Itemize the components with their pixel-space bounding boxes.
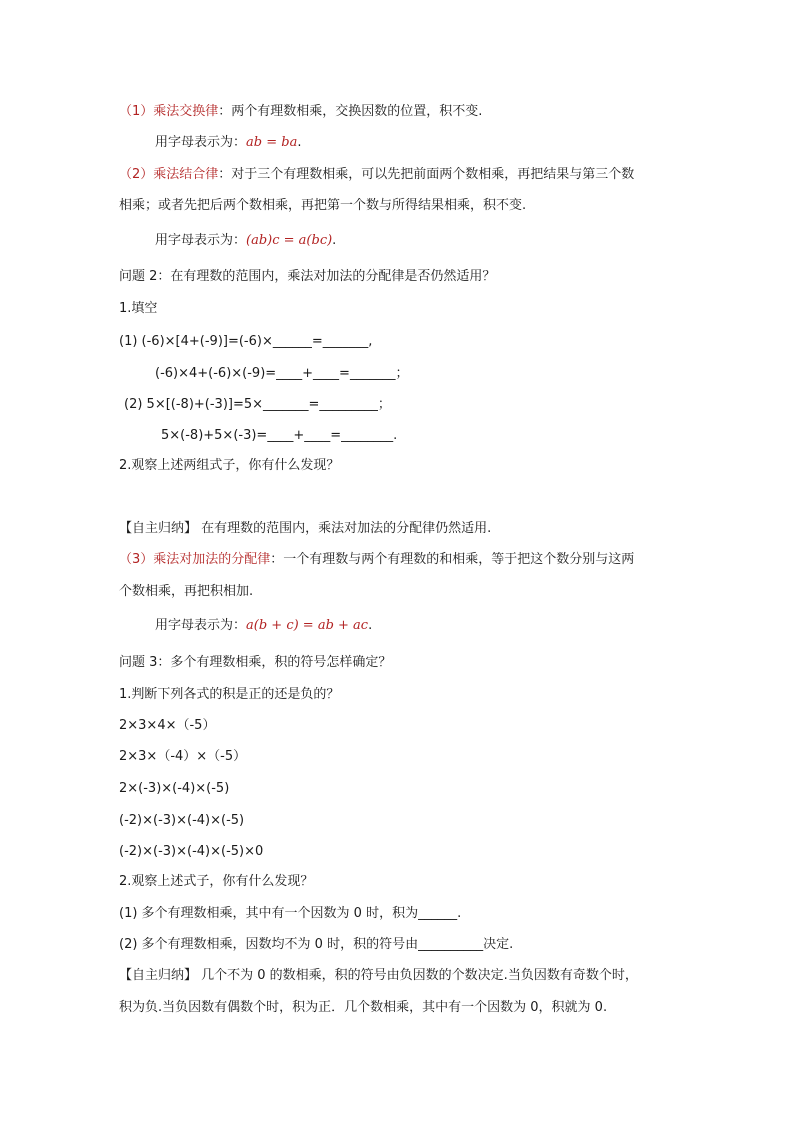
- formula-label: 用字母表示为：: [155, 618, 247, 633]
- formula-distributive: [155, 617, 372, 635]
- judge-heading: 1.判断下列各式的积是正的还是负的？: [119, 687, 340, 702]
- law-term: 乘法对加法的分配律: [153, 552, 271, 567]
- induction-1: [119, 520, 491, 538]
- expression-2: 2×3×（-4）×（-5）: [119, 749, 247, 764]
- law-associative-cont: 相乘；或者先把后两个数相乘，再把第一个数与所得结果相乘，积不变.: [119, 198, 527, 213]
- law-term: 乘法交换律: [153, 104, 219, 119]
- induction-tag: 【自主归纳】: [119, 521, 198, 536]
- fill-heading: 1.填空: [119, 301, 158, 316]
- formula-label: 用字母表示为：: [155, 135, 247, 150]
- formula-end: .: [332, 233, 337, 248]
- fill-line-4: 5×(-8)+5×(-3)=____+____=________.: [161, 428, 398, 443]
- induction-2-cont: 积为负.当负因数有偶数个时，积为正．几个数相乘，其中有一个因数为 0，积就为 0.: [119, 1000, 608, 1015]
- law-prefix: （2）: [119, 167, 154, 182]
- formula-end: .: [297, 135, 302, 150]
- law-distributive-cont: 个数相乘，再把积相加.: [119, 584, 254, 599]
- expression-3: 2×(-3)×(-4)×(-5): [119, 781, 230, 796]
- law-term: 乘法结合律: [153, 167, 219, 182]
- expression-1: 2×3×4×（-5）: [119, 718, 216, 733]
- question-2: 问题 2：在有理数的范围内，乘法对加法的分配律是否仍然适用？: [119, 269, 496, 284]
- law-text: ：两个有理数相乘，交换因数的位置，积不变.: [218, 104, 483, 119]
- expression-5: (-2)×(-3)×(-4)×(-5)×0: [119, 844, 264, 859]
- observe-2: 2.观察上述式子，你有什么发现？: [119, 874, 314, 889]
- expression-4: (-2)×(-3)×(-4)×(-5): [119, 813, 245, 828]
- law-prefix: （3）: [119, 552, 154, 567]
- formula-math: (ab)c = a(bc): [246, 233, 333, 248]
- law-prefix: （1）: [119, 104, 154, 119]
- formula-associative: [155, 232, 336, 250]
- answer-2: (2) 多个有理数相乘，因数均不为 0 时，积的符号由__________决定.: [119, 937, 514, 952]
- law-distributive: [119, 551, 634, 569]
- formula-math: ab = ba: [246, 135, 298, 150]
- induction-2: [119, 967, 638, 985]
- question-3: 问题 3：多个有理数相乘，积的符号怎样确定？: [119, 655, 392, 670]
- law-commutative: [119, 103, 482, 121]
- fill-line-1: (1) (-6)×[4+(-9)]=(-6)×______=_______,: [119, 334, 373, 349]
- formula-label: 用字母表示为：: [155, 233, 247, 248]
- fill-line-2: (-6)×4+(-6)×(-9)=____+____=_______；: [155, 366, 409, 381]
- induction-tag: 【自主归纳】: [119, 968, 198, 983]
- formula-end: .: [368, 618, 373, 633]
- induction-text: 在有理数的范围内，乘法对加法的分配律仍然适用.: [197, 521, 492, 536]
- induction-text: 几个不为 0 的数相乘，积的符号由负因数的个数决定.当负因数有奇数个时，: [197, 968, 638, 983]
- formula-commutative: [155, 134, 301, 152]
- formula-math: a(b + c) = ab + ac: [246, 618, 369, 633]
- law-associative: [119, 166, 634, 184]
- observe-1: 2.观察上述两组式子，你有什么发现？: [119, 458, 340, 473]
- law-text: ：一个有理数与两个有理数的和相乘，等于把这个数分别与这两: [270, 552, 635, 567]
- law-text: ：对于三个有理数相乘，可以先把前面两个数相乘，再把结果与第三个数: [218, 167, 635, 182]
- fill-line-3: (2) 5×[(-8)+(-3)]=5×_______=_________；: [124, 397, 391, 412]
- answer-1: (1) 多个有理数相乘，其中有一个因数为 0 时，积为______.: [119, 906, 462, 921]
